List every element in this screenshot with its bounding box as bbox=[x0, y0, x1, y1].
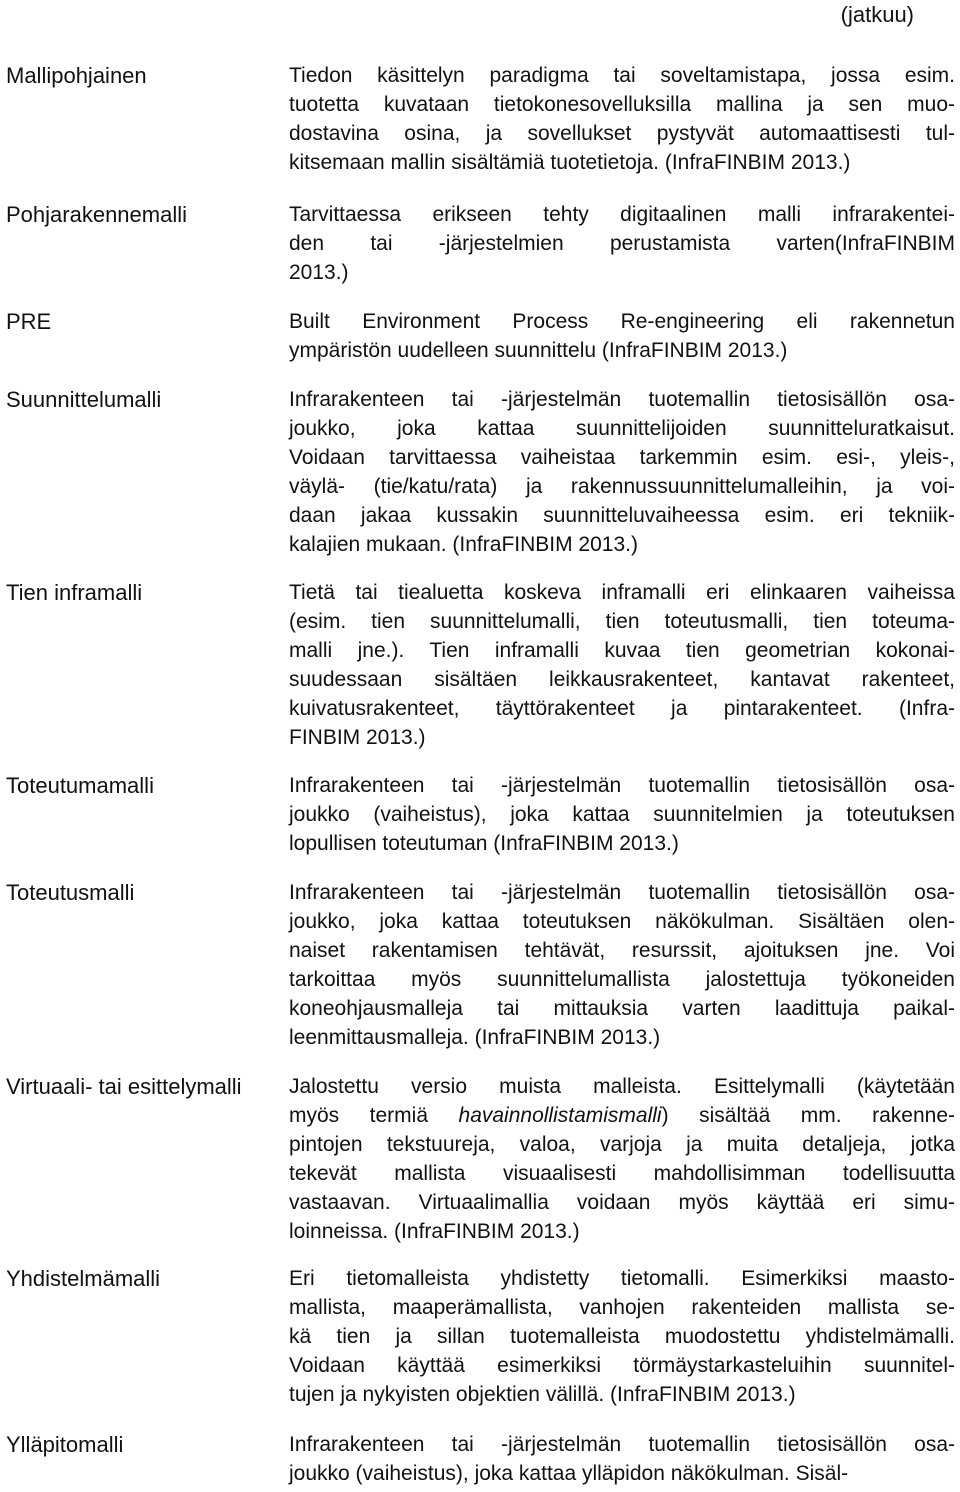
definition-line: Infrarakenteen tai -järjestelmän tuotemallin tietosisällön osa- bbox=[289, 774, 955, 797]
definition-line: joukko (vaiheistus), joka kattaa ylläpidon näkökulman. Sisäl- bbox=[289, 1462, 849, 1485]
definition-line: tujen ja nykyisten objektien välillä. (InfraFINBIM 2013.) bbox=[289, 1383, 796, 1406]
definition-line: joukko, joka kattaa suunnittelijoiden suunnitteluratkaisut. bbox=[289, 417, 955, 440]
definition-line: koneohjausmalleja tai mittauksia varten laadittuja paikal- bbox=[289, 997, 955, 1020]
definition-line: leenmittausmalleja. (InfraFINBIM 2013.) bbox=[289, 1026, 661, 1049]
definition-line: dostavina osina, ja sovellukset pystyvät automaattisesti tul- bbox=[289, 122, 955, 145]
definition-line: joukko (vaiheistus), joka kattaa suunnitelmien ja toteutuksen bbox=[289, 803, 955, 826]
glossary-term: Virtuaali- tai esittelymalli bbox=[6, 1074, 242, 1099]
definition-line: Infrarakenteen tai -järjestelmän tuotemallin tietosisällön osa- bbox=[289, 1433, 955, 1456]
glossary-term: Toteutumamalli bbox=[6, 773, 154, 798]
definition-line: vastaavan. Virtuaalimallia voidaan myös käyttää eri simu- bbox=[289, 1191, 955, 1214]
italic-term: havainnollistamismalli bbox=[458, 1104, 662, 1127]
definition-line: Built Environment Process Re-engineering eli rakennetun bbox=[289, 310, 955, 333]
glossary-term: Mallipohjainen bbox=[6, 63, 147, 88]
glossary-definition bbox=[289, 200, 955, 287]
definition-line: Voidaan tarvittaessa vaiheistaa tarkemmin esim. esi-, yleis-, bbox=[289, 446, 955, 469]
glossary-term: Toteutusmalli bbox=[6, 880, 135, 905]
glossary-definition bbox=[289, 771, 955, 858]
definition-line: Tarvittaessa erikseen tehty digitaalinen malli infrarakentei- bbox=[289, 203, 955, 226]
glossary-term: Pohjarakennemalli bbox=[6, 202, 187, 227]
definition-line: suudessaan sisältäen leikkausrakenteet, kantavat rakenteet, bbox=[289, 668, 955, 691]
definition-line: daan jakaa kussakin suunnitteluvaiheessa esim. eri tekniik- bbox=[289, 504, 955, 527]
definition-line: Eri tietomalleista yhdistetty tietomalli. Esimerkiksi maasto- bbox=[289, 1267, 955, 1290]
glossary-definition bbox=[289, 1072, 955, 1246]
definition-line: 2013.) bbox=[289, 261, 349, 284]
definition-line: väylä- (tie/katu/rata) ja rakennussuunnittelumalleihin, ja voi- bbox=[289, 475, 955, 498]
continued-label: (jatkuu) bbox=[840, 2, 914, 27]
definition-line: Infrarakenteen tai -järjestelmän tuotemallin tietosisällön osa- bbox=[289, 881, 955, 904]
definition-line: Jalostettu versio muista malleista. Esittelymalli (käytetään bbox=[289, 1075, 955, 1098]
glossary-term: Tien inframalli bbox=[6, 580, 143, 605]
definition-line: Voidaan käyttää esimerkiksi törmäystarkasteluihin suunnitel- bbox=[289, 1354, 955, 1377]
glossary-definition bbox=[289, 578, 955, 752]
definition-line: tuotetta kuvataan tietokonesovelluksilla mallina ja sen muo- bbox=[289, 93, 955, 116]
definition-line: tekevät mallista visuaalisesti mahdollisimman todellisuutta bbox=[289, 1162, 955, 1185]
glossary-definition bbox=[289, 1430, 955, 1488]
definition-line: (esim. tien suunnittelumalli, tien toteutusmalli, tien toteuma- bbox=[289, 610, 955, 633]
glossary-term: Yhdistelmämalli bbox=[6, 1266, 161, 1291]
definition-line: joukko, joka kattaa toteutuksen näkökulman. Sisältäen olen- bbox=[289, 910, 955, 933]
definition-line: mallista, maaperämallista, vanhojen rakenteiden mallista se- bbox=[289, 1296, 955, 1319]
definition-line: kuivatusrakenteet, täyttörakenteet ja pintarakenteet. (Infra- bbox=[289, 697, 955, 720]
definition-line: FINBIM 2013.) bbox=[289, 726, 426, 749]
definition-line: loinneissa. (InfraFINBIM 2013.) bbox=[289, 1220, 580, 1243]
definition-line: malli jne.). Tien inframalli kuvaa tien geometrian kokonai- bbox=[289, 639, 955, 662]
definition-line: kalajien mukaan. (InfraFINBIM 2013.) bbox=[289, 533, 638, 556]
definition-line: myös termiä havainnollistamismalli) sisältää mm. rakenne- bbox=[289, 1104, 955, 1127]
definition-line: den tai -järjestelmien perustamista varten(InfraFINBIM bbox=[289, 232, 955, 255]
glossary-definition bbox=[289, 385, 955, 559]
glossary-term: PRE bbox=[6, 309, 52, 334]
glossary-definition bbox=[289, 307, 955, 365]
definition-line: ympäristön uudelleen suunnittelu (InfraFINBIM 2013.) bbox=[289, 339, 788, 362]
definition-line: Infrarakenteen tai -järjestelmän tuotemallin tietosisällön osa- bbox=[289, 388, 955, 411]
definition-line: pintojen tekstuureja, valoa, varjoja ja muita detaljeja, jotka bbox=[289, 1133, 955, 1156]
definition-line: Tietä tai tiealuetta koskeva inframalli eri elinkaaren vaiheissa bbox=[289, 581, 955, 604]
definition-line: tarkoittaa myös suunnittelumallista jalostettuja työkoneiden bbox=[289, 968, 955, 991]
glossary-definition bbox=[289, 61, 955, 177]
definition-line: Tiedon käsittelyn paradigma tai soveltamistapa, jossa esim. bbox=[289, 64, 955, 87]
definition-line: kitsemaan mallin sisältämiä tuotetietoja. (InfraFINBIM 2013.) bbox=[289, 151, 851, 174]
glossary-definition bbox=[289, 1264, 955, 1409]
glossary-definition bbox=[289, 878, 955, 1052]
definition-line: naiset rakentamisen tehtävät, resurssit, ajoituksen jne. Voi bbox=[289, 939, 955, 962]
glossary-term: Ylläpitomalli bbox=[6, 1432, 124, 1457]
definition-line: lopullisen toteutuman (InfraFINBIM 2013.) bbox=[289, 832, 679, 855]
glossary-term: Suunnittelumalli bbox=[6, 387, 162, 412]
definition-line: kä tien ja sillan tuotemalleista muodostettu yhdistelmämalli. bbox=[289, 1325, 955, 1348]
